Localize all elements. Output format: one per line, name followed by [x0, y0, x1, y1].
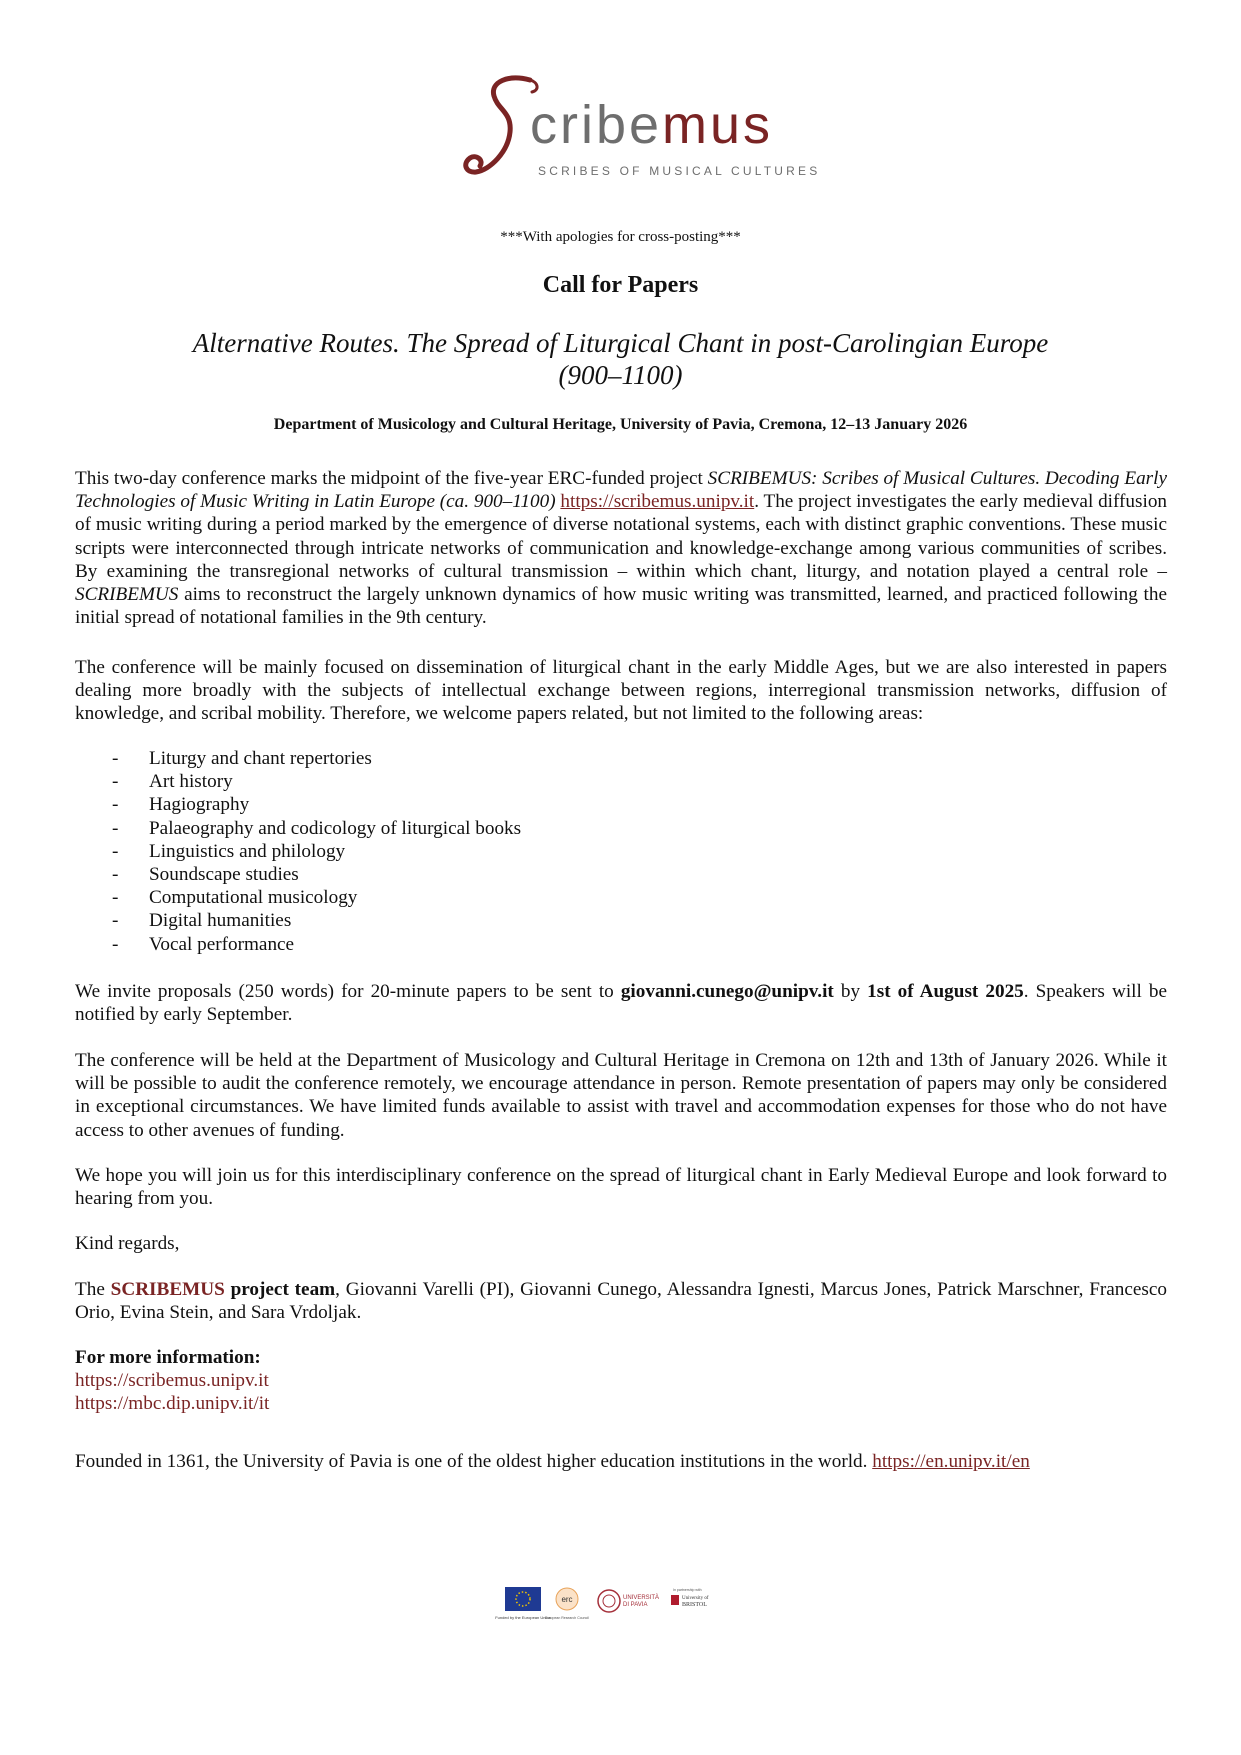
list-bullet: - [112, 887, 119, 909]
focus-text: The conference will be mainly focused on dissemination of liturgical chant in the early Middle Ages, but we are also interested in papers dealing more broadly with the subjects of intellectual exchange between regions, interregional transmission networks, diffusion of knowledge, and scribal mobility. Therefore, we welcome papers related, but not limited to the following areas: [75, 657, 1167, 725]
conference-title-line-2: (900–1100) [558, 360, 683, 390]
list-bullet: - [112, 933, 119, 955]
area-label: Hagiography [149, 794, 250, 816]
team-members: , Giovanni Varelli (PI), Giovanni Cunego, Alessandra Ignesti, Marcus Jones, Patrick Marschner, Francesco Orio, Evina Stein, and Sara Vrdoljak. [75, 1279, 1167, 1324]
partner-logos [495, 1585, 745, 1625]
list-bullet: - [112, 840, 119, 862]
pavia-line-2: DI PAVIA [623, 1602, 648, 1608]
list-bullet: - [112, 817, 119, 839]
team-the: The [75, 1279, 111, 1300]
university-of-bristol-logo-icon [671, 1588, 709, 1608]
more-info-link-mbc[interactable]: https://mbc.dip.unipv.it/it [75, 1393, 270, 1415]
scribemus-link[interactable]: https://scribemus.unipv.it [560, 491, 755, 513]
erc-label: erc [561, 1595, 573, 1604]
list-bullet: - [112, 910, 119, 932]
area-label: Computational musicology [149, 887, 358, 909]
list-item [75, 840, 521, 863]
intro-paragraph [75, 467, 1167, 629]
university-of-pavia-logo-icon [598, 1590, 659, 1612]
intro-text-2: . The project investigates the early medieval diffusion of music writing during a period marked by the emergence of diverse notational systems, each with distinct graphic conventions. These music scripts were interconnected through intricate networks of communication and knowledge-exchange among various communities of scribes. By examining the transregional networks of cultural transmission – within which chant, liturgy, and notation played a central role – [75, 491, 1168, 582]
apologies-note: ***With apologies for cross-posting*** [500, 229, 741, 245]
scribemus-italic: SCRIBEMUS [75, 584, 179, 606]
list-bullet: - [112, 794, 119, 816]
list-item [75, 933, 521, 956]
project-full-title: SCRIBEMUS: Scribes of Musical Cultures. Decoding Early Technologies of Music Writing in Latin Europe (ca. 900–1100) [75, 468, 1167, 513]
list-item [75, 817, 521, 840]
list-bullet: - [112, 748, 119, 769]
founded-paragraph [75, 1450, 1167, 1473]
call-for-papers-heading: Call for Papers [542, 272, 699, 298]
hope-text: We hope you will join us for this interdisciplinary conference on the spread of liturgical chant in Early Medieval Europe and look forward to hearing from you. [75, 1165, 1167, 1210]
invite-text-3: . Speakers will be notified by early September. [75, 981, 1167, 1026]
scribemus-logo [470, 80, 821, 190]
invite-text-1: We invite proposals (250 words) for 20-minute papers to be sent to [75, 981, 621, 1002]
regards-text: Kind regards, [75, 1233, 180, 1254]
areas-list [75, 747, 521, 956]
pavia-line-1: UNIVERSITÀ [623, 1595, 660, 1601]
hope-paragraph [75, 1164, 1167, 1210]
team-label: project team [224, 1279, 336, 1300]
more-info-link-scribemus[interactable]: https://scribemus.unipv.it [75, 1370, 269, 1392]
deadline-date: 1st of August 2025 [867, 981, 1024, 1002]
list-item [75, 886, 521, 909]
list-bullet: - [112, 771, 119, 793]
area-label: Soundscape studies [149, 864, 299, 886]
eu-caption: Funded by the European Union [495, 1615, 551, 1620]
erc-logo-icon [545, 1588, 589, 1620]
founded-text: Founded in 1361, the University of Pavia is one of the oldest higher education institutions in the world. [75, 1451, 873, 1472]
bristol-line-2: BRISTOL [682, 1602, 707, 1608]
erc-caption: European Research Council [545, 1616, 589, 1620]
list-item [75, 747, 521, 770]
more-info-heading: For more information: [75, 1347, 261, 1368]
conference-title-line-1: Alternative Routes. The Spread of Liturgical Chant in post-Carolingian Europe [192, 328, 1049, 358]
department-line: Department of Musicology and Cultural Heritage, University of Pavia, Cremona, 12–13 January 2026 [273, 416, 968, 433]
logo-wordmark: cribemus [530, 95, 774, 155]
conference-title [0, 327, 1241, 391]
invite-text-2: by [833, 981, 868, 1002]
bristol-caption: In partnership with [673, 1588, 702, 1592]
area-label: Liturgy and chant repertories [149, 748, 372, 769]
contact-email: giovanni.cunego@unipv.it [620, 981, 834, 1002]
area-label: Palaeography and codicology of liturgical books [149, 817, 522, 839]
eu-flag-icon [495, 1587, 551, 1620]
area-label: Linguistics and philology [149, 840, 346, 862]
focus-paragraph [75, 656, 1167, 726]
logo-tagline: SCRIBES OF MUSICAL CULTURES [538, 164, 821, 178]
team-project-name: SCRIBEMUS [110, 1279, 225, 1300]
list-item [75, 909, 521, 932]
bristol-line-1: University of [682, 1596, 709, 1601]
list-item [75, 770, 521, 793]
intro-text-3: aims to reconstruct the largely unknown dynamics of how music writing was transmitted, learned, and practiced following the initial spread of notational families in the 9th century. [75, 584, 1167, 629]
area-label: Digital humanities [149, 910, 292, 932]
list-item [75, 793, 521, 816]
invite-paragraph [75, 980, 1167, 1026]
list-item [75, 863, 521, 886]
intro-text-1: This two-day conference marks the midpoint of the five-year ERC-funded project [75, 468, 708, 489]
team-paragraph [75, 1278, 1167, 1324]
list-bullet: - [112, 864, 119, 886]
regards-line [75, 1232, 1167, 1255]
unipv-link[interactable]: https://en.unipv.it/en [872, 1451, 1030, 1472]
more-info-block [75, 1346, 1167, 1416]
venue-paragraph [75, 1049, 1167, 1142]
area-label: Art history [149, 771, 233, 793]
venue-text: The conference will be held at the Department of Musicology and Cultural Heritage in Cremona on 12th and 13th of January 2026. While it will be possible to audit the conference remotely, we encourage attendance in person. Remote presentation of papers may only be considered in exceptional circumstances. We have limited funds available to assist with travel and accommodation expenses for those who do not have access to other avenues of funding. [75, 1050, 1167, 1141]
area-label: Vocal performance [149, 933, 295, 955]
